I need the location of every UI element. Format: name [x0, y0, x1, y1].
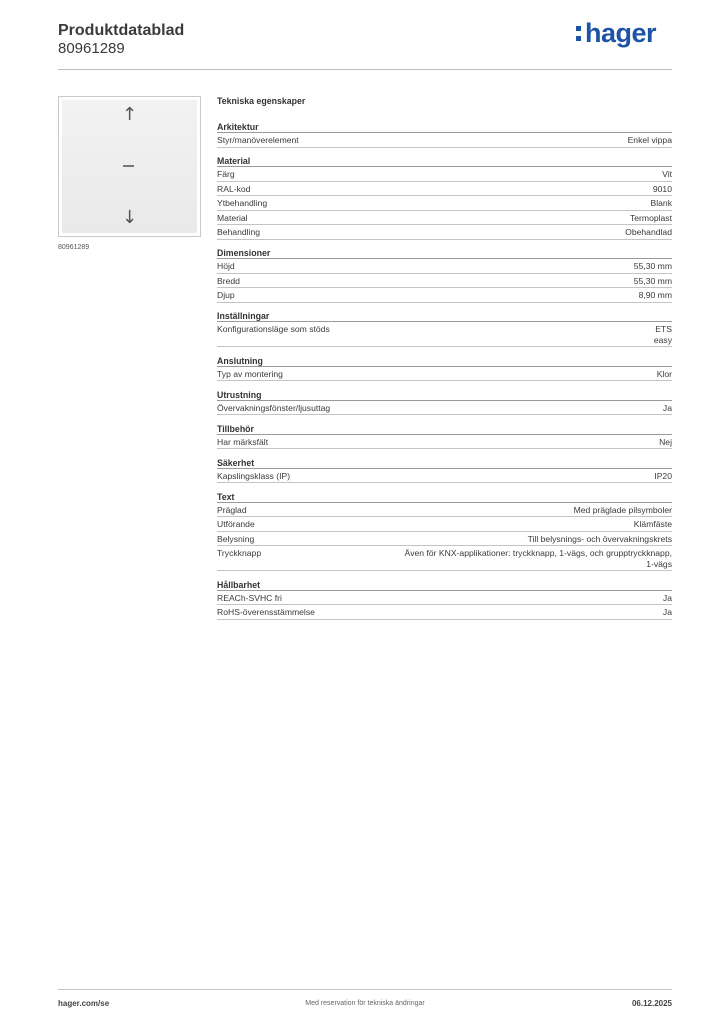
spec-value: [245, 290, 672, 301]
spec-row: [217, 469, 672, 484]
spec-value-line: Med präglade pilsymboler: [573, 504, 672, 515]
spec-label: RAL-kod: [217, 183, 251, 194]
spec-row: [217, 259, 672, 274]
spec-value: [292, 593, 672, 604]
spec-value-line: Klor: [656, 368, 672, 379]
spec-value: [278, 437, 672, 448]
spec-row: [217, 322, 672, 347]
spec-value: [245, 169, 672, 180]
spec-label: Färg: [217, 169, 235, 179]
section-gap: [217, 571, 672, 579]
spec-value-line: Klämfäste: [633, 519, 672, 529]
spec-value: [309, 135, 672, 146]
spec-value-line: Blank: [650, 198, 672, 208]
spec-row: [217, 133, 672, 148]
spec-row: [217, 546, 672, 571]
spec-value-line: 55,30 mm: [633, 261, 672, 271]
section-heading: Arkitektur: [217, 121, 672, 133]
section-gap: [217, 483, 672, 491]
spec-label: Bredd: [217, 275, 240, 286]
spec-label: Belysning: [217, 533, 255, 544]
spec-value: [300, 471, 672, 482]
spec-row: [217, 182, 672, 197]
spec-label: Behandling: [217, 227, 261, 237]
section-heading: Säkerhet: [217, 457, 672, 469]
spec-value-line: Termoplast: [629, 212, 672, 223]
spec-row: [217, 401, 672, 416]
spec-value-line: IP20: [654, 470, 672, 481]
spec-label: Tryckknapp: [217, 548, 262, 558]
spec-value: [340, 324, 672, 345]
logo-dots-icon: [576, 26, 581, 41]
spec-row: [217, 367, 672, 382]
document-header: [58, 18, 672, 70]
section-heading: Anslutning: [217, 355, 672, 367]
section-gap: [217, 148, 672, 156]
spec-value-line: easy: [653, 334, 672, 345]
spec-value: [271, 548, 672, 569]
spec-label: Har märksfält: [217, 436, 269, 447]
spec-row: [217, 435, 672, 450]
spec-value-line: Ja: [662, 592, 672, 603]
spec-value: [293, 369, 672, 380]
spec-value-line: Enkel vippa: [627, 135, 672, 145]
spec-label: REACh-SVHC fri: [217, 592, 282, 603]
arrow-up-icon: ↑: [121, 104, 138, 125]
technical-specs: [217, 96, 672, 620]
spec-value: [260, 184, 672, 195]
section-heading: Tillbehör: [217, 423, 672, 435]
section-gap: [217, 381, 672, 389]
spec-row: [217, 196, 672, 211]
footer-website: hager.com/se: [58, 999, 110, 1008]
spec-label: Utförande: [217, 519, 255, 529]
section-heading: Utrustning: [217, 389, 672, 401]
section-heading: Text: [217, 491, 672, 503]
spec-value-line: Vit: [662, 169, 672, 179]
spec-label: Kapslingsklass (IP): [217, 470, 291, 481]
section-heading: Material: [217, 155, 672, 167]
spec-row: [217, 274, 672, 289]
spec-row: [217, 225, 672, 240]
spec-row: [217, 503, 672, 518]
section-gap: [217, 415, 672, 423]
spec-value: [264, 534, 672, 545]
spec-value-line: Ja: [662, 607, 672, 617]
section-gap: [217, 240, 672, 248]
footer-date: 06.12.2025: [631, 999, 672, 1008]
spec-value: [245, 261, 672, 272]
hager-logo: [576, 18, 656, 49]
spec-value: [270, 227, 672, 238]
spec-label: Övervakningsfönster/ljusuttag: [217, 402, 331, 413]
spec-value-line: 9010: [652, 183, 672, 194]
footer-note: Med reservation för tekniska ändringar: [305, 1000, 425, 1007]
spec-value-line: 8,90 mm: [638, 290, 672, 300]
section-heading: Hållbarhet: [217, 579, 672, 591]
section-gap: [217, 347, 672, 355]
product-image: [58, 96, 201, 237]
spec-value-line: Ja: [662, 402, 672, 413]
spec-value: [258, 213, 672, 224]
spec-value: [250, 276, 672, 287]
spec-label: Höjd: [217, 261, 235, 271]
spec-label: RoHS-överensstämmelse: [217, 607, 315, 617]
spec-value: [277, 198, 672, 209]
product-number: 80961289: [58, 40, 125, 57]
arrow-down-icon: ↓: [121, 207, 138, 228]
spec-label: Präglad: [217, 504, 247, 515]
spec-value: [325, 607, 672, 618]
spec-row: [217, 517, 672, 532]
spec-label: Material: [217, 212, 248, 223]
logo-text: hager: [584, 18, 656, 48]
spec-value-line: Nej: [659, 436, 672, 447]
spec-value: [265, 519, 672, 530]
spec-label: Konfigurationsläge som stöds: [217, 324, 330, 334]
spec-value-line: Obehandlad: [625, 227, 672, 237]
spec-value-line: Till belysnings- och övervakningskrets: [527, 533, 672, 544]
spec-row: [217, 605, 672, 620]
spec-value-line: 55,30 mm: [633, 275, 672, 286]
spec-row: [217, 591, 672, 606]
section-heading: Dimensioner: [217, 247, 672, 259]
spec-label: Typ av montering: [217, 368, 283, 379]
spec-value: [257, 505, 672, 516]
spec-row: [217, 211, 672, 226]
specs-title: Tekniska egenskaper: [217, 96, 306, 106]
spec-row: [217, 532, 672, 547]
spec-label: Ytbehandling: [217, 198, 268, 208]
section-gap: [217, 449, 672, 457]
spec-label: Djup: [217, 290, 235, 300]
spec-label: Styr/manöverelement: [217, 135, 299, 145]
spec-sections: [217, 121, 672, 620]
spec-row: [217, 167, 672, 182]
spec-value-line: Även för KNX-applikationer: tryckknapp, 1-vägs, och grupptryckknapp,: [404, 548, 672, 558]
dash-icon: [123, 165, 134, 167]
section-heading: Inställningar: [217, 310, 672, 322]
image-caption: 80961289: [58, 244, 90, 251]
spec-value-line: ETS: [655, 324, 672, 334]
spec-value: [340, 403, 672, 414]
section-gap: [217, 303, 672, 311]
spec-row: [217, 288, 672, 303]
spec-value-line: 1-vägs: [646, 558, 672, 569]
document-footer: [58, 989, 672, 1011]
document-title: Produktdatablad: [58, 22, 185, 39]
